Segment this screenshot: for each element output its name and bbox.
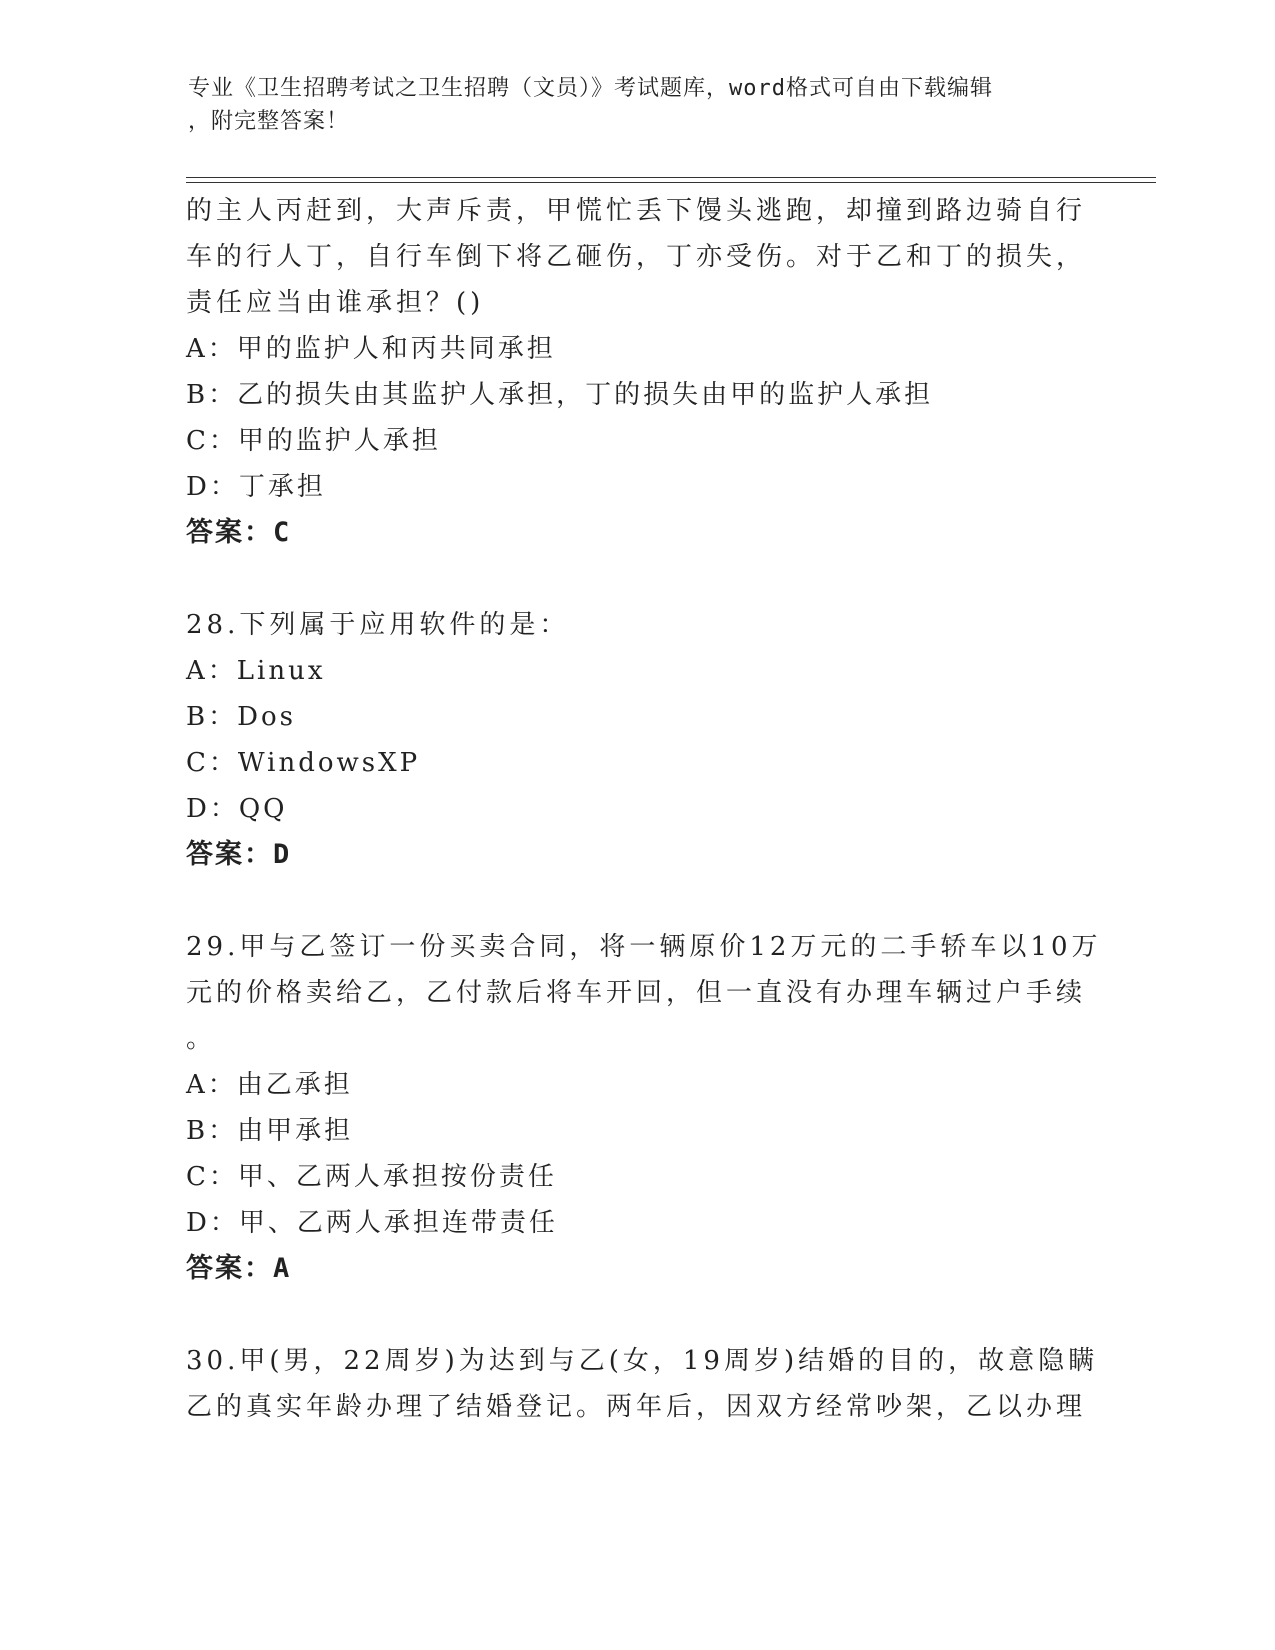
option-c: C：甲的监护人承担 (186, 426, 441, 456)
question-stem-line: 责任应当由谁承担？() (186, 288, 485, 318)
question-29 (186, 924, 1102, 1292)
option-d: D：QQ (186, 794, 288, 824)
option-a: A：由乙承担 (186, 1070, 353, 1100)
question-stem-line: 30.甲(男，22周岁)为达到与乙(女，19周岁)结婚的目的，故意隐瞒 (186, 1346, 1099, 1376)
option-d: D：甲、乙两人承担连带责任 (186, 1208, 558, 1238)
spacer (186, 1292, 1086, 1338)
answer-line: 答案：C (186, 517, 292, 548)
question-30 (186, 1338, 1099, 1430)
option-a: A：甲的监护人和丙共同承担 (186, 334, 556, 364)
option-c: C：WindowsXP (186, 748, 421, 778)
document-header (188, 72, 1068, 138)
question-list (186, 188, 1102, 1430)
header-divider-top (186, 177, 1156, 178)
question-27 (186, 188, 1086, 556)
spacer (186, 878, 1086, 924)
option-a: A：Linux (186, 656, 326, 686)
header-line-1: 专业《卫生招聘考试之卫生招聘（文员）》考试题库，word格式可自由下载编辑 (188, 76, 993, 101)
question-stem-line: 。 (186, 1024, 217, 1054)
header-line-2: ，附完整答案！ (188, 109, 350, 134)
question-stem-line: 车的行人丁，自行车倒下将乙砸伤，丁亦受伤。对于乙和丁的损失， (186, 242, 1087, 272)
question-stem-line: 29.甲与乙签订一份买卖合同，将一辆原价12万元的二手轿车以10万 (186, 932, 1102, 962)
answer-line: 答案：A (186, 1253, 292, 1284)
option-b: B：由甲承担 (186, 1116, 354, 1146)
option-c: C：甲、乙两人承担按份责任 (186, 1162, 557, 1192)
answer-line: 答案：D (186, 839, 292, 870)
question-stem-line: 乙的真实年龄办理了结婚登记。两年后，因双方经常吵架，乙以办理 (186, 1392, 1087, 1422)
question-stem-line: 的主人丙赶到，大声斥责，甲慌忙丢下馒头逃跑，却撞到路边骑自行 (186, 196, 1087, 226)
option-d: D：丁承担 (186, 472, 326, 502)
spacer (186, 556, 1086, 602)
question-stem-line: 28.下列属于应用软件的是： (186, 610, 570, 640)
option-b: B：乙的损失由其监护人承担，丁的损失由甲的监护人承担 (186, 380, 934, 410)
question-stem-line: 元的价格卖给乙，乙付款后将车开回，但一直没有办理车辆过户手续 (186, 978, 1087, 1008)
question-28 (186, 602, 1086, 878)
option-b: B：Dos (186, 702, 296, 732)
header-divider-bottom (186, 182, 1156, 183)
